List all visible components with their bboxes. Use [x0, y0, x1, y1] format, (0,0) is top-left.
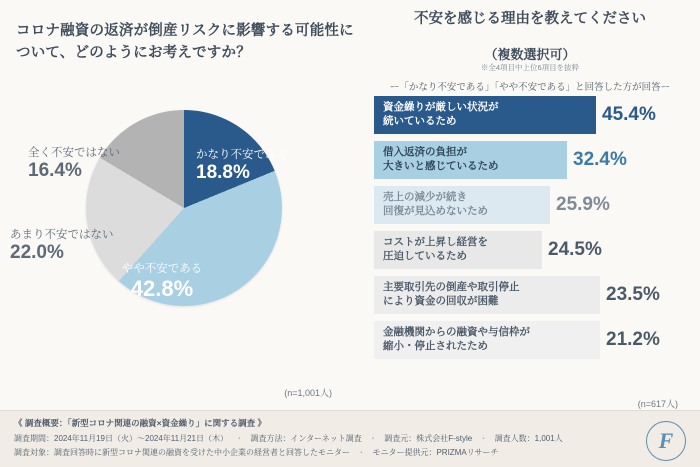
bar-row	[374, 321, 692, 359]
survey-count: 調査人数：1,001人	[494, 434, 563, 443]
bar-label	[383, 146, 499, 174]
bar-chart-panel	[360, 0, 700, 410]
pie-slice-value-amari: 22.0%	[10, 241, 64, 263]
bar-value: 24.5%	[548, 239, 602, 260]
meta-separator: ・	[235, 434, 244, 443]
pie-slice-label-mattaku	[28, 146, 120, 182]
bar-sample-size: (n=617人)	[637, 399, 678, 409]
bar-row	[374, 276, 692, 314]
bar-row	[374, 141, 692, 179]
bar-label	[383, 101, 499, 129]
bar-chart-subtitle: （複数選択可）	[484, 47, 576, 62]
bar-label-line1: 売上の減少が続き	[383, 191, 467, 204]
bar-label-line2: により資金の回収が困難	[383, 295, 499, 307]
pie-sample-size: (n=1,001人)	[284, 388, 332, 398]
bar-label-line2: 回復が見込めないため	[383, 205, 488, 217]
bar-value: 23.5%	[606, 284, 660, 305]
survey-meta-line-1	[14, 433, 563, 444]
pie-slice-label-kanari	[196, 148, 288, 184]
monitor-provider: モニター提供元：PRIZMAリサーチ	[372, 448, 499, 457]
survey-heading: 《 調査概要：「新型コロナ関連の融資×資金繰り」に関する調査 》	[14, 418, 266, 428]
bar-label-line1: 主要取引先の倒産や取引停止	[383, 281, 520, 294]
bar-label-line1: 金融機関からの融資や与信枠が	[383, 326, 530, 339]
pie-slice-value-kanari: 18.8%	[196, 161, 250, 183]
f-style-logo-icon: F	[646, 421, 686, 461]
bar-value: 25.9%	[556, 194, 610, 215]
survey-meta-line-2	[14, 447, 499, 458]
bar-chart-note: ※全4項目中上位6項目を抜粋	[480, 63, 580, 72]
bar-label	[383, 191, 488, 219]
bar-value: 45.4%	[602, 104, 656, 125]
bar-label-line2: 大きいと感じているため	[383, 160, 499, 172]
pie-slice-label-yaya	[122, 262, 203, 301]
bar-value: 21.2%	[606, 329, 660, 350]
meta-separator: ・	[357, 448, 366, 457]
pie-slice-label-amari	[10, 228, 114, 264]
bar-label-line2: 縮小・停止されたため	[383, 340, 488, 352]
pie-slice-name-amari: あまり不安ではない	[10, 229, 114, 241]
bar-value: 32.4%	[573, 149, 627, 170]
pie-slice-value-yaya: 42.8%	[130, 275, 194, 301]
bar-row	[374, 96, 692, 134]
pie-slice-value-mattaku: 16.4%	[28, 159, 82, 181]
bar-fill	[374, 276, 600, 314]
bar-fill	[374, 96, 596, 134]
bar-row	[374, 231, 692, 269]
meta-separator: ・	[479, 434, 488, 443]
bar-label-line1: 資金繰りが厳しい状況が	[383, 101, 499, 114]
bar-label-line1: コストが上昇し経営を	[383, 236, 488, 249]
bar-label-line2: 圧迫しているため	[383, 250, 467, 262]
survey-target: 調査対象：調査回答時に新型コロナ関連の融資を受けた中小企業の経営者と回答したモニター	[14, 448, 350, 457]
bar-chart-title: 不安を感じる理由を教えてください	[414, 11, 646, 27]
bar-fill	[374, 321, 600, 359]
pie-chart-title: コロナ融資の返済が倒産リスクに影響する可能性について、どのようにお考えですか？	[16, 23, 354, 62]
pie-slice-name-yaya: やや不安である	[121, 263, 203, 275]
survey-source: 調査元：株式会社F-style	[384, 434, 473, 443]
bar-chart-condition: ー「かなり不安である」「やや不安である」と回答した方が回答ー	[389, 82, 671, 93]
survey-footer	[0, 399, 700, 467]
survey-method: 調査方法：インターネット調査	[250, 434, 362, 443]
pie-chart-panel	[0, 0, 360, 410]
bar-list	[374, 96, 692, 366]
bar-fill	[374, 186, 550, 224]
meta-separator: ・	[368, 434, 377, 443]
bar-row	[374, 186, 692, 224]
bar-label	[383, 281, 520, 309]
survey-period: 調査期間：2024年11月19日（火）～2024年11月21日（木）	[14, 434, 228, 443]
bar-label	[383, 236, 488, 264]
pie-slice-name-kanari: かなり不安である	[196, 149, 288, 161]
pie-slice-name-mattaku: 全く不安ではない	[28, 147, 120, 159]
bar-label-line2: 続いているため	[383, 115, 457, 127]
bar-fill	[374, 141, 567, 179]
bar-label	[383, 326, 530, 354]
bar-label-line1: 借入返済の負担が	[383, 146, 467, 159]
bar-fill	[374, 231, 542, 269]
